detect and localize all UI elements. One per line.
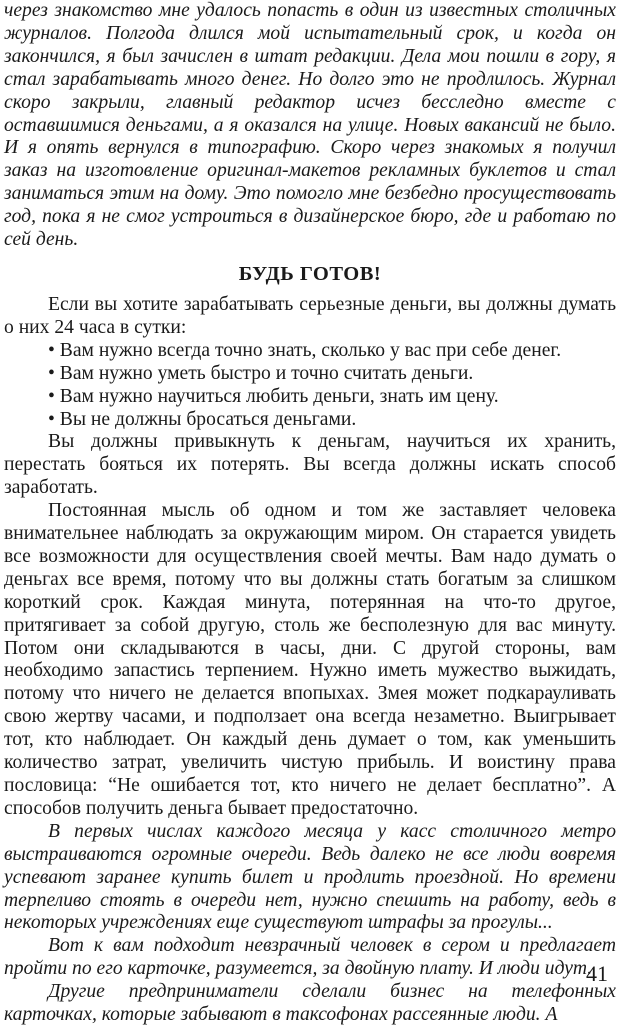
book-page [4, 0, 616, 1027]
intro-paragraph: через знакомство мне удалось попасть в один из известных столичных журналов. Полгода длился мой испытательный срок, и когда он закончился, я был зачислен в штат редакции. Дела мои пошли в гору, я стал зарабатывать много денег. Но долго это не продлилось. Журнал скоро закрыли, главный редактор исчез бесследно вместе с оставшимися деньгами, а я оказался на улице. Новых вакансий не было. И я опять вернулся в типографию. Скоро через знакомых я получил заказ на изготовление оригинал-макетов рекламных буклетов и стал заниматься этим на дому. Это помогло мне безбедно просуществовать год, пока я не смог устроиться в дизайнерское бюро, где и работаю по сей день. [4, 0, 616, 251]
bullet-item: • Вам нужно научиться любить деньги, знать им цену. [48, 385, 499, 407]
bullet-item: • Вам нужно уметь быстро и точно считать деньги. [48, 362, 474, 384]
paragraph-stranger: Вот к вам подходит невзрачный человек в сером и предлагает пройти по его карточке, разумеется, за двойную плату. И люди идут. [4, 935, 616, 980]
paragraph-thought: Постоянная мысль об одном и том же заставляет человека внимательнее наблюдать за окружающим миром. Он старается увидеть все возможности для осуществления своей мечты. Вам надо думать о деньгах все время, потому что вы должны стать богатым за слишком короткий срок. Каждая минута, потерянная на что-то другое, притягивает за собой другую, столь же бесполезную для вас минуту. Потом они складываются в часы, дни. С другой стороны, вам необходимо запастись терпением. Нужно иметь мужество выжидать, потому что ничего не делается впопыхах. Змея может подкарауливать свою жертву часами, и подползает она всегда незаметно. Выигрывает тот, кто наблюдает. Он каждый день думает о том, как уменьшить количество затрат, увеличить чистую прибыль. И воистину права пословица: “Не ошибается тот, кто ничего не делает бесплатно”. А способов получить деньга бывает предостаточно. [4, 500, 616, 819]
bullet-item: • Вы не должны бросаться деньгами. [48, 408, 357, 430]
page-number: 41 [586, 961, 608, 986]
paragraph-cards: Другие предприниматели сделали бизнес на телефонных карточках, которые забывают в таксофонах рассеянные люди. А [4, 981, 616, 1026]
section-heading: БУДЬ ГОТОВ! [238, 262, 382, 285]
paragraph-metro: В первых числах каждого месяца у касс столичного метро выстраиваются огромные очереди. Ведь далеко не все люди вовремя успевают заранее купить билет и продлить проездной. Но времени терпеливо стоять в очереди нет, нужно спешить на работу, ведь в некоторых учреждениях еще существуют штрафы за прогулы... [4, 820, 616, 934]
paragraph-habit: Вы должны привыкнуть к деньгам, научиться их хранить, перестать бояться их потерять. Вы всегда должны искать способ заработать. [4, 431, 616, 499]
bullet-item: • Вам нужно всегда точно знать, сколько у вас при себе денег. [48, 339, 562, 361]
lead-paragraph: Если вы хотите зарабатывать серьезные деньги, вы должны думать о них 24 часа в сутки: [4, 293, 616, 338]
